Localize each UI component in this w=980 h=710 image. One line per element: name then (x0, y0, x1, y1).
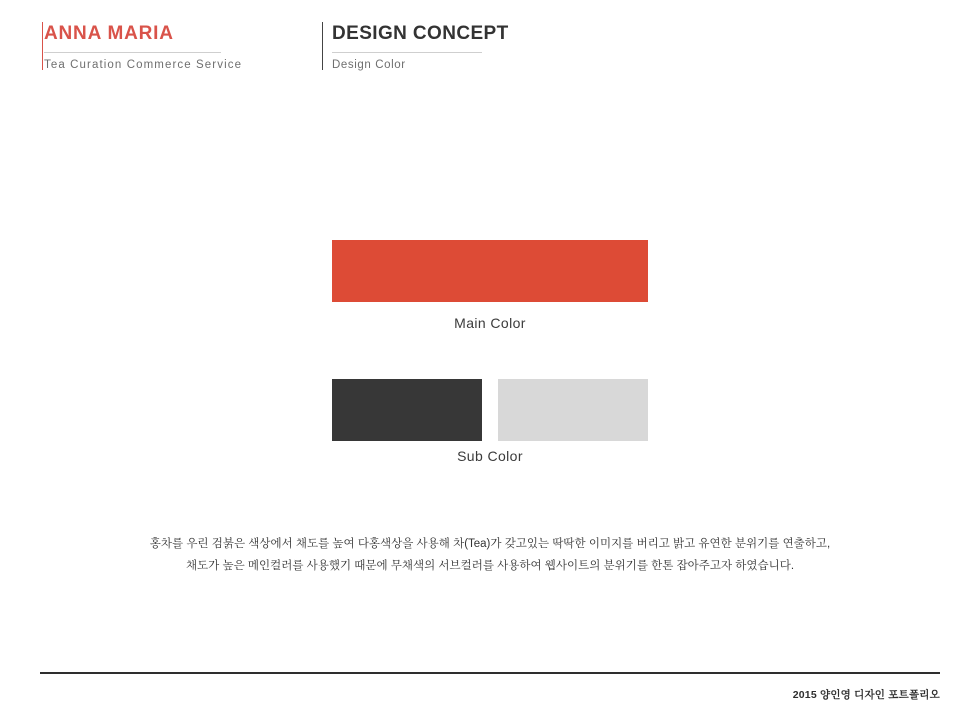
main-color-row (0, 240, 980, 302)
section-divider (332, 52, 482, 53)
description-line-1: 홍차를 우린 검붉은 색상에서 채도를 높여 다홍색상을 사용해 차(Tea)가 갖고있는 딱딱한 이미지를 버리고 밝고 유연한 분위기를 연출하고, (149, 538, 831, 550)
footer-divider (40, 672, 940, 674)
sub-color-light-swatch (498, 379, 648, 441)
brand-divider (44, 52, 221, 53)
concept-description (0, 533, 980, 577)
brand-tagline: Tea Curation Commerce Service (44, 59, 243, 71)
description-line-2: 채도가 높은 메인컬러를 사용했기 때문에 무채색의 서브컬러를 사용하여 웹사이트의 분위기를 한톤 잡아주고자 하였습니다. (185, 560, 795, 572)
sub-color-dark-swatch (332, 379, 482, 441)
sub-color-caption: Sub Color (457, 448, 523, 464)
footer-credit: 2015 양인영 디자인 포트폴리오 (792, 689, 940, 701)
section-subtitle: Design Color (332, 59, 406, 71)
sub-color-row (0, 379, 980, 441)
section-title: DESIGN CONCEPT (332, 23, 509, 44)
brand-block (43, 22, 293, 73)
color-palette (0, 240, 980, 464)
section-block (323, 22, 653, 73)
main-color-caption: Main Color (454, 315, 526, 331)
page-header (0, 0, 980, 84)
main-color-swatch (332, 240, 648, 302)
brand-name: ANNA MARIA (44, 23, 174, 44)
